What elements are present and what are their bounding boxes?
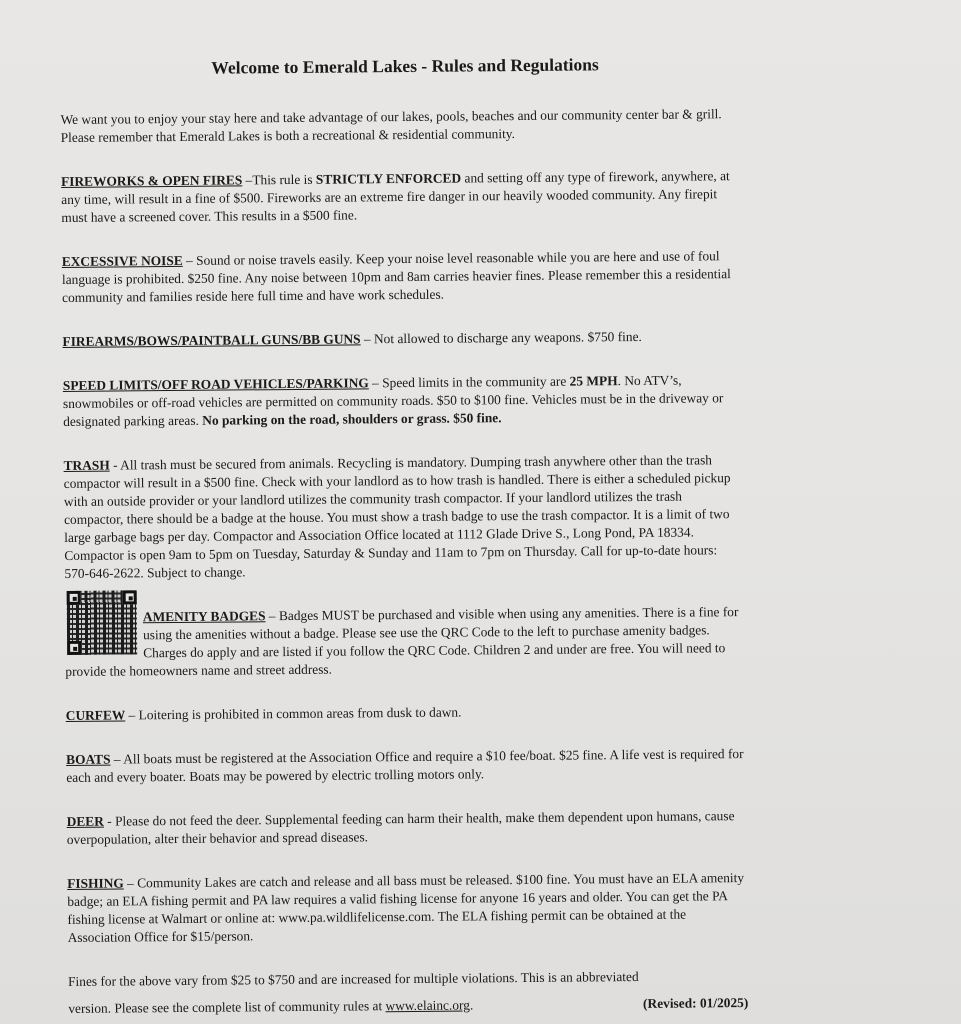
section-heading: FIREWORKS & OPEN FIRES	[61, 172, 243, 189]
section-heading: FIREARMS/BOWS/PAINTBALL GUNS/BB GUNS	[62, 331, 361, 349]
section-heading: FISHING	[67, 875, 124, 891]
page-title: Welcome to Emerald Lakes - Rules and Regulations	[211, 54, 599, 78]
website-link[interactable]: www.elainc.org	[385, 997, 470, 1014]
closing-line-2: version. Please see the complete list of community rules at www.elainc.org. (Revised: 01/2025)	[68, 995, 749, 1016]
section-heading: SPEED LIMITS/OFF ROAD VEHICLES/PARKING	[62, 375, 369, 393]
section-speed: SPEED LIMITS/OFF ROAD VEHICLES/PARKING – Speed limits in the community are 25 MPH. No ATV’s, snowmobiles or off-road vehicles are permitted on community roads. $50 to $100 fine. Vehicles must be in the driveway or designated parking areas. No parking on the road, shoulders or grass. $50 fine.	[62, 372, 724, 429]
section-heading: EXCESSIVE NOISE	[61, 252, 183, 269]
section-amenity: AMENITY BADGES – Badges MUST be purchased and visible when using any amenities. There is a fine for using the amenities without a badge. Please see use the QRC Code to the left to purchase amenity badges. Charges do apply and are listed if you follow the QRC Code. Children 2 and under are free. You will need to provide the homeowners name and street address.	[65, 583, 746, 681]
section-firearms: FIREARMS/BOWS/PAINTBALL GUNS/BB GUNS – Not allowed to discharge any weapons. $750 fine.	[62, 328, 642, 349]
section-noise: EXCESSIVE NOISE – Sound or noise travels easily. Keep your noise level reasonable while you are here and use of foul language is prohibited. $250 fine. Any noise between 10pm and 8am carries heavier fines. Please remember this a residential community and families reside here full time and have work schedules.	[61, 248, 731, 305]
section-curfew: CURFEW – Loitering is prohibited in common areas from dusk to dawn.	[65, 704, 462, 723]
section-trash: TRASH - All trash must be secured from animals. Recycling is mandatory. Dumping trash anywhere other than the trash compactor will result in a $500 fine. Check with your landlord as to how trash is handled. There is either a scheduled pickup with an outside provider or your landlord utilizes the community trash compactor. If your landlord utilizes the trash compactor, there should be a badge at the house. You must show a trash badge to use the trash compactor. It is a limit of two large garbage bags per day. Compactor and Association Office located at 1112 Glade Drive S., Long Pond, PA 18334. Compactor is open 9am to 5pm on Tuesday, Saturday & Sunday and 11am to 7pm on Thursday. Call for up-to-date hours: 570-646-2622. Subject to change.	[63, 452, 731, 581]
section-fishing: FISHING – Community Lakes are catch and release and all bass must be released. $100 fine. You must have an ELA amenity badge; an ELA fishing permit and PA law requires a valid fishing license for anyone 16 years and older. You can get the PA fishing license at Walmart or online at: www.pa.wildlifelicense.com. The ELA fishing permit can be obtained at the Association Office for $15/person.	[67, 870, 745, 945]
section-fireworks: FIREWORKS & OPEN FIRES –This rule is STRICTLY ENFORCED and setting off any type of firework, anywhere, at any time, will result in a fine of $500. Fireworks are an extreme fire danger in our heavily wooded community. Any firepit must have a screened cover. This results in a $500 fine.	[61, 168, 730, 225]
qr-code-icon[interactable]	[67, 590, 138, 655]
closing-line-1: Fines for the above vary from $25 to $750 and are increased for multiple violations. This is an abbreviated	[67, 968, 639, 989]
section-heading: DEER	[66, 813, 104, 829]
section-boats: BOATS – All boats must be registered at the Association Office and require a $10 fee/boat. $25 fine. A life vest is required for each and every boater. Boats may be powered by electric trolling motors only.	[66, 746, 744, 785]
section-heading: TRASH	[63, 457, 110, 473]
section-heading: BOATS	[66, 751, 111, 767]
section-heading: AMENITY BADGES	[142, 608, 266, 625]
section-deer: DEER - Please do not feed the deer. Supplemental feeding can harm their health, make them dependent upon humans, cause overpopulation, alter their behavior and spread diseases.	[66, 808, 735, 847]
rules-document	[60, 52, 748, 1018]
intro-paragraph: We want you to enjoy your stay here and take advantage of our lakes, pools, beaches and our community center bar & grill. Please remember that Emerald Lakes is both a recreational & residential community.	[60, 106, 722, 145]
revised-date: (Revised: 01/2025)	[642, 995, 749, 1011]
section-heading: CURFEW	[65, 707, 126, 723]
